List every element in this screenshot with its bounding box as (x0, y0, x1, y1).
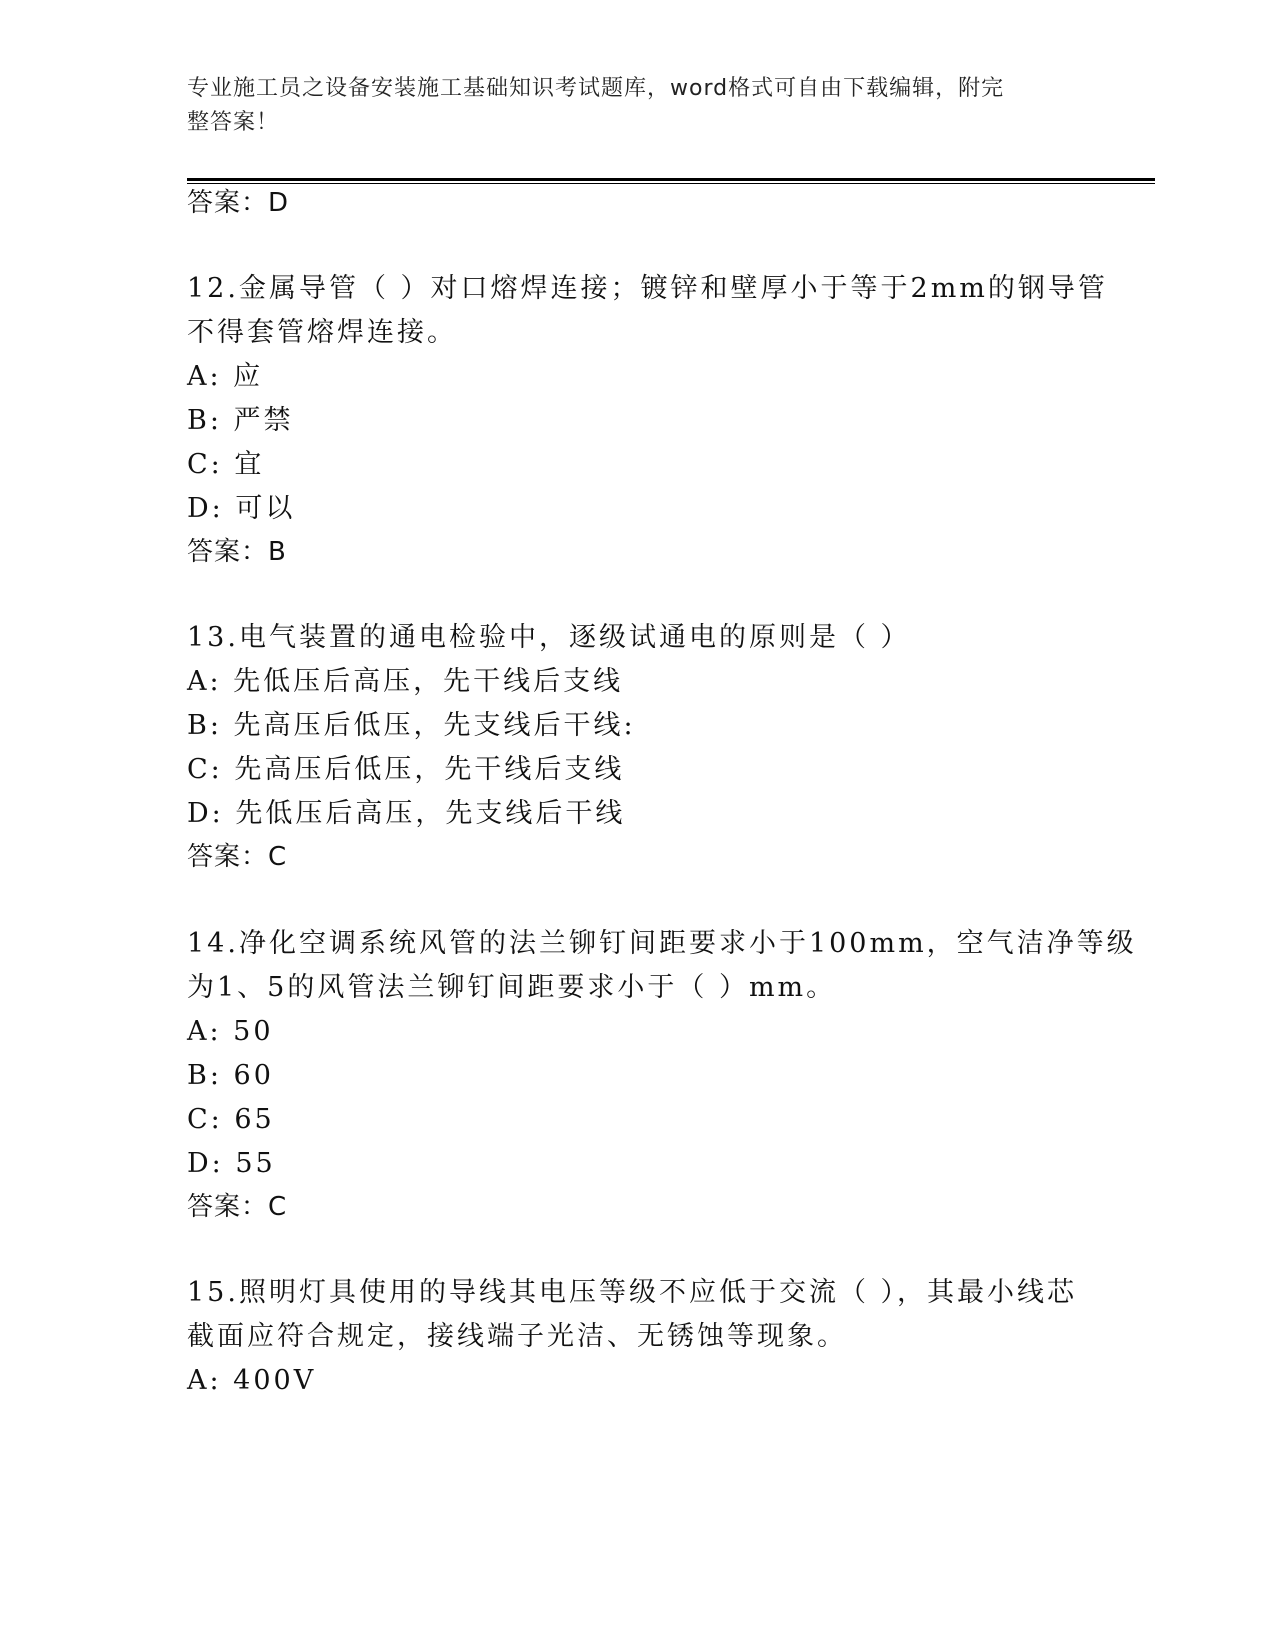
q14-option-d: D: 55 (187, 1148, 276, 1179)
q12-option-a: A: 应 (187, 361, 264, 392)
header-divider-thin (187, 183, 1155, 184)
q15-option-a: A: 400V (187, 1365, 317, 1396)
q14-option-c: C: 65 (187, 1104, 275, 1135)
q14-answer: 答案：C (187, 1192, 288, 1222)
q13-option-b: B: 先高压后低压，先支线后干线: (187, 710, 636, 741)
header-line-1: 专业施工员之设备安装施工基础知识考试题库，word格式可自由下载编辑，附完 (187, 76, 1005, 101)
q14-stem-line-1: 14.净化空调系统风管的法兰铆钉间距要求小于100mm，空气洁净等级 (187, 928, 1137, 959)
q12-option-b: B: 严禁 (187, 405, 294, 436)
header-divider-thick (187, 178, 1155, 181)
q12-stem-line-1: 12.金属导管（ ）对口熔焊连接；镀锌和壁厚小于等于2mm的钢导管 (187, 273, 1108, 304)
q15-stem-line-1: 15.照明灯具使用的导线其电压等级不应低于交流（ ），其最小线芯 (187, 1277, 1078, 1308)
q12-answer: 答案：B (187, 537, 287, 567)
q12-stem-line-2: 不得套管熔焊连接。 (187, 317, 457, 348)
q14-option-a: A: 50 (187, 1016, 274, 1047)
q13-stem-line-1: 13.电气装置的通电检验中，逐级试通电的原则是（ ） (187, 622, 911, 653)
document-header (187, 72, 1067, 140)
q12-option-c: C: 宜 (187, 449, 265, 480)
header-line-2: 整答案！ (187, 110, 280, 135)
answer-prev: 答案：D (187, 188, 290, 218)
q13-option-a: A: 先低压后高压，先干线后支线 (187, 666, 624, 697)
q13-option-d: D: 先低压后高压，先支线后干线 (187, 798, 626, 829)
q12-option-d: D: 可以 (187, 493, 296, 524)
q13-option-c: C: 先高压后低压，先干线后支线 (187, 754, 625, 785)
q14-stem-line-2: 为1、5的风管法兰铆钉间距要求小于（ ）mm。 (187, 972, 837, 1003)
q15-stem-line-2: 截面应符合规定，接线端子光洁、无锈蚀等现象。 (187, 1321, 847, 1352)
q13-answer: 答案：C (187, 842, 288, 872)
q14-option-b: B: 60 (187, 1060, 274, 1091)
